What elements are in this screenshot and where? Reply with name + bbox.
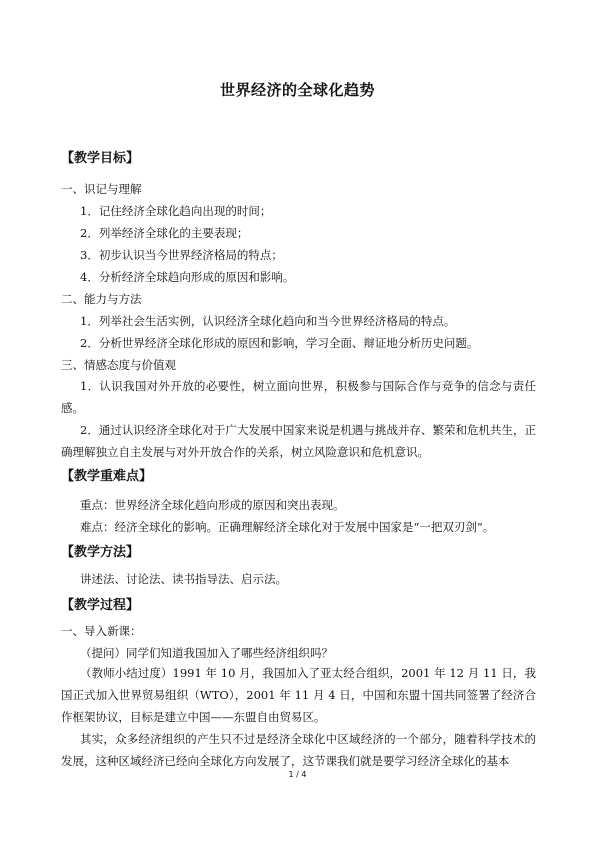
section-heading-process: 【教学过程】 [61, 598, 140, 613]
difficulty-text: 难点：经济全球化的影响。正确理解经济全球化对于发展中国家是“一把双刃剑”。 [80, 520, 495, 534]
section-heading-goals: 【教学目标】 [61, 151, 140, 166]
methods-text: 讲述法、讨论法、读书指导法、启示法。 [80, 572, 287, 586]
subsection-label: 一、导入新课： [61, 624, 142, 638]
focus-text: 重点：世界经济全球化趋向形成的原因和突出表现。 [80, 498, 345, 512]
list-item: 3．初步认识当今世界经济格局的特点； [80, 248, 283, 262]
page-number: 1 / 4 [288, 770, 307, 779]
list-item: 1．记住经济全球化趋向出现的时间； [80, 204, 272, 218]
section-heading-methods: 【教学方法】 [61, 545, 140, 560]
subsection-label: 二、能力与方法 [61, 292, 142, 306]
list-item: 2．分析世界经济全球化形成的原因和影响，学习全面、辩证地分析历史问题。 [80, 336, 479, 350]
subsection-label: 一、识记与理解 [61, 182, 142, 196]
list-item: 2．列举经济全球化的主要表现； [80, 226, 249, 240]
section-heading-key-points: 【教学重难点】 [61, 469, 153, 484]
paragraph: 1．认识我国对外开放的必要性，树立面向世界，积极参与国际合作与竞争的信念与责任感。 [61, 379, 536, 415]
paragraph: （提问）同学们知道我国加入了哪些经济组织吗？ [80, 646, 333, 660]
paragraph: 2．通过认识经济全球化对于广大发展中国家来说是机遇与挑战并存、繁荣和危机共生，正确理解独立自主发展与对外开放合作的关系，树立风险意识和危机意识。 [61, 423, 536, 459]
list-item: 4．分析经济全球趋向形成的原因和影响。 [80, 270, 295, 284]
document-title: 世界经济的全球化趋势 [219, 81, 375, 99]
paragraph: 其实，众多经济组织的产生只不过是经济全球化中区域经济的一个部分，随着科学技术的发展，这种区域经济已经向全球化方向发展了，这节课我们就是要学习经济全球化的基本 [61, 732, 536, 768]
subsection-label: 三、情感态度与价值观 [61, 358, 176, 372]
paragraph: （教师小结过度）1991 年 10 月，我国加入了亚太经合组织，2001 年 12 月 11 日，我国正式加入世界贸易组织（WTO），2001 年 11 月 4 日，中国和东盟十国共同签署了经济合作框架协议，目标是建立中国——东盟自由贸易区。 [61, 666, 536, 724]
list-item: 1．列举社会生活实例，认识经济全球化趋向和当今世界经济格局的特点。 [80, 314, 456, 328]
